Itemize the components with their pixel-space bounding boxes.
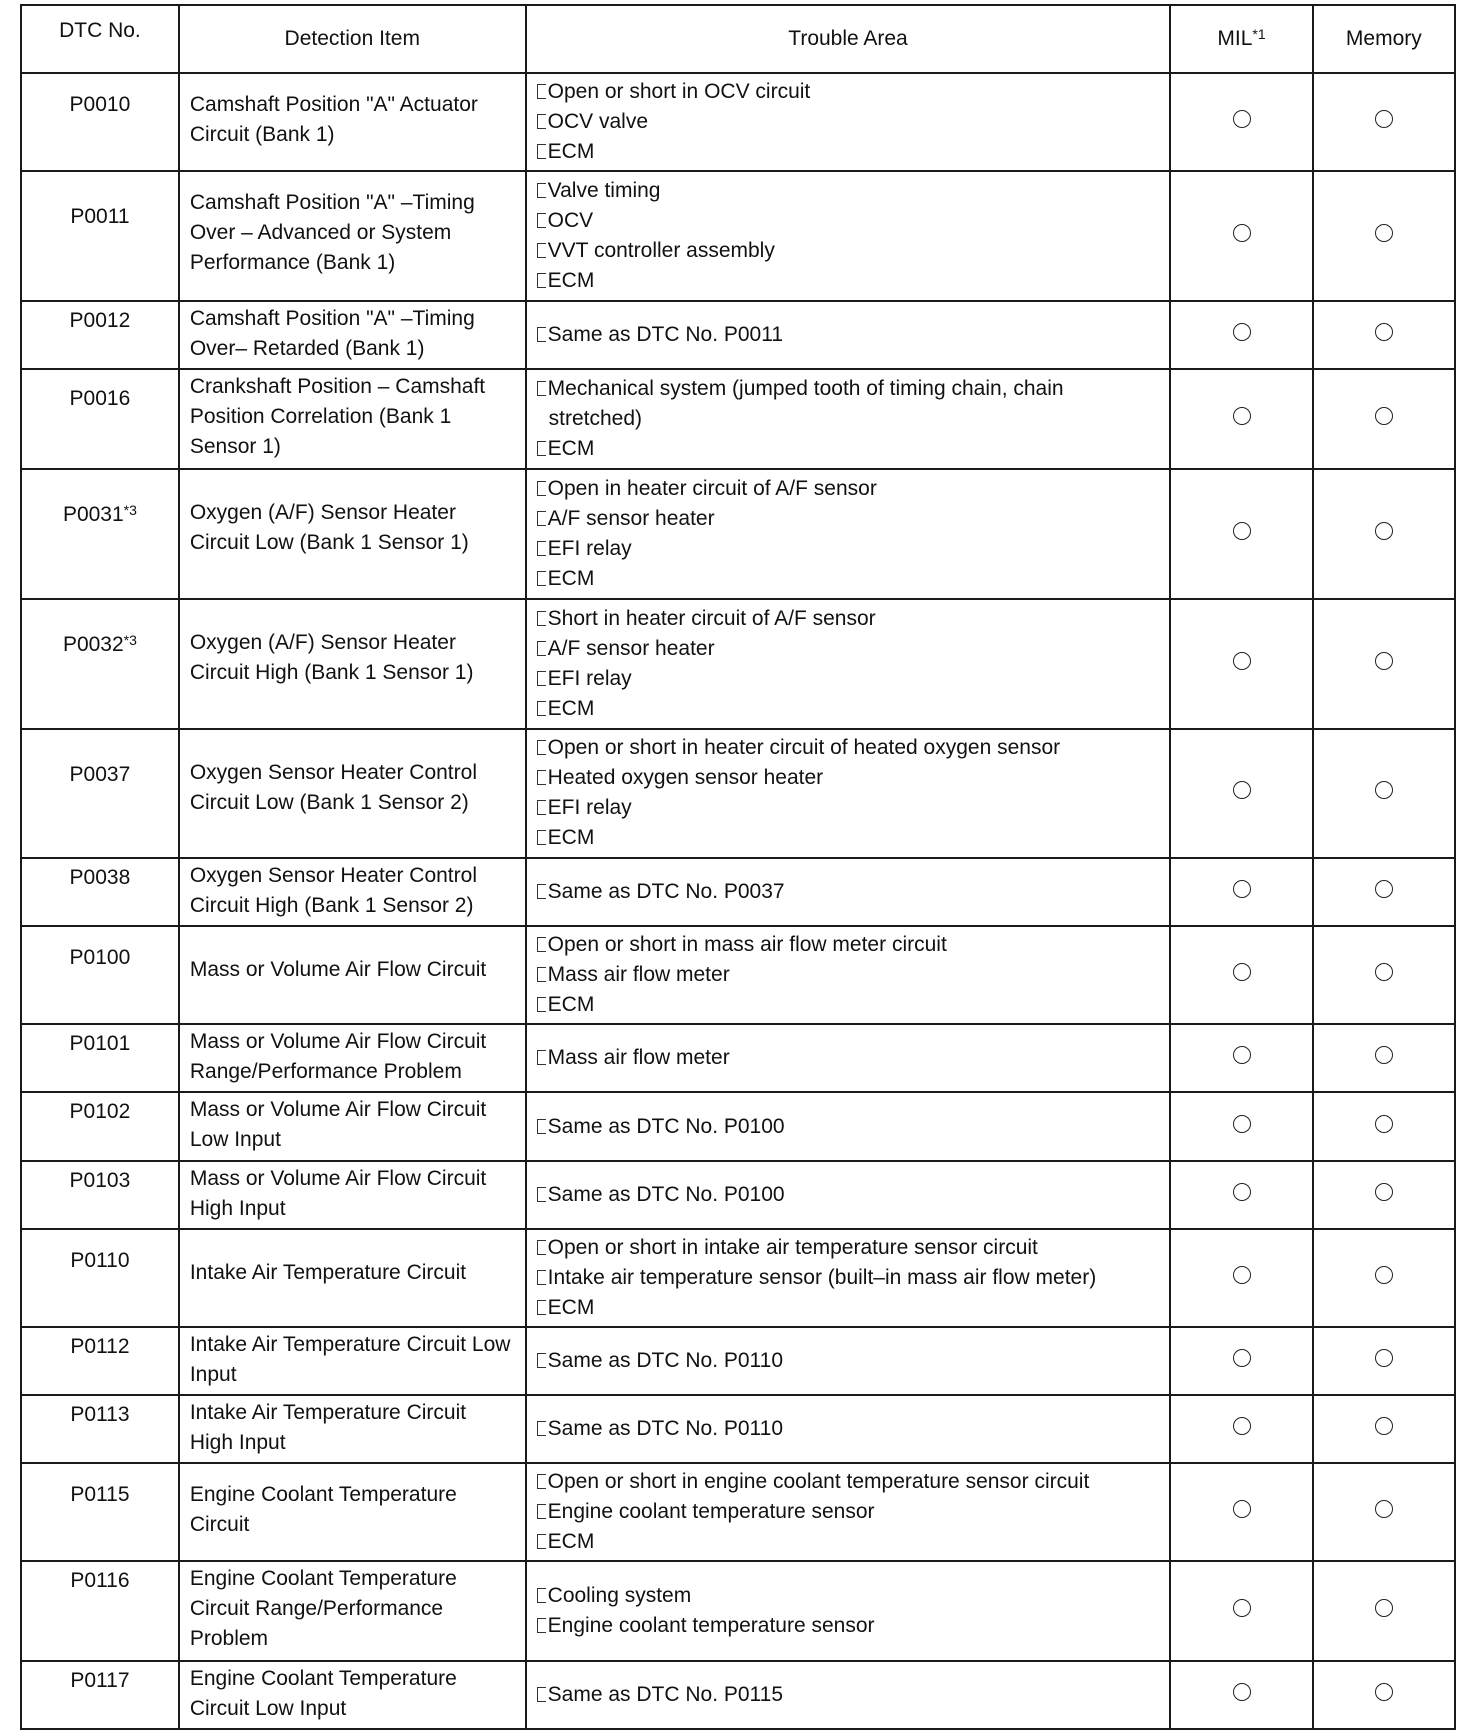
mil-mark: [1170, 1092, 1312, 1160]
circle-mark-icon: [1375, 1683, 1393, 1701]
dtc-code: P0031: [62, 502, 124, 526]
detection-item: Mass or Volume Air Flow Circuit: [179, 926, 526, 1024]
bullet-box-icon: [537, 273, 546, 288]
dtc-cell: [21, 469, 179, 599]
bullet-box-icon: [537, 1687, 546, 1702]
bullet-box-icon: [537, 1270, 546, 1285]
circle-mark-icon: [1233, 522, 1251, 540]
trouble-area: [526, 858, 1171, 926]
trouble-area-entry: OCV valve: [537, 107, 1160, 137]
circle-mark-icon: [1375, 1500, 1393, 1518]
trouble-area-entry: Open in heater circuit of A/F sensor: [537, 474, 1160, 504]
trouble-area-entry: VVT controller assembly: [537, 236, 1160, 266]
trouble-area-entry: ECM: [537, 1527, 1160, 1557]
dtc-cell: [21, 1661, 179, 1729]
bullet-box-icon: [537, 1421, 546, 1436]
bullet-box-icon: [537, 1300, 546, 1315]
dtc-code: P0102: [69, 1100, 131, 1124]
table-row: [21, 599, 1455, 729]
dtc-code: P0110: [70, 1248, 130, 1272]
circle-mark-icon: [1233, 1349, 1251, 1367]
mil-mark: [1170, 469, 1312, 599]
detection-item: Engine Coolant Temperature Circuit Low Input: [179, 1661, 526, 1729]
dtc-cell: [21, 171, 179, 301]
memory-mark: [1313, 1463, 1455, 1561]
table-row: [21, 469, 1455, 599]
detection-item: Mass or Volume Air Flow Circuit Low Input: [179, 1092, 526, 1160]
circle-mark-icon: [1375, 880, 1393, 898]
trouble-area: [526, 1561, 1171, 1661]
memory-mark: [1313, 171, 1455, 301]
detection-item: Intake Air Temperature Circuit High Input: [179, 1395, 526, 1463]
circle-mark-icon: [1375, 323, 1393, 341]
bullet-box-icon: [537, 1187, 546, 1202]
dtc-cell: [21, 1463, 179, 1561]
bullet-box-icon: [537, 1119, 546, 1134]
table-row: [21, 301, 1455, 369]
bullet-box-icon: [537, 997, 546, 1012]
detection-item: Mass or Volume Air Flow Circuit Range/Performance Problem: [179, 1024, 526, 1092]
trouble-area: [526, 1463, 1171, 1561]
mil-mark: [1170, 858, 1312, 926]
circle-mark-icon: [1233, 1599, 1251, 1617]
mil-mark: [1170, 1024, 1312, 1092]
table-row: [21, 1463, 1455, 1561]
memory-mark: [1313, 369, 1455, 469]
dtc-cell: [21, 1395, 179, 1463]
circle-mark-icon: [1233, 1046, 1251, 1064]
bullet-box-icon: [537, 144, 546, 159]
trouble-area-entry: Engine coolant temperature sensor: [537, 1611, 1160, 1641]
trouble-area-entry: Open or short in engine coolant temperature sensor circuit: [537, 1467, 1160, 1497]
detection-item: Intake Air Temperature Circuit Low Input: [179, 1327, 526, 1395]
table-row: [21, 1561, 1455, 1661]
bullet-box-icon: [537, 183, 546, 198]
mil-mark: [1170, 1561, 1312, 1661]
trouble-area: [526, 926, 1171, 1024]
detection-item: Oxygen Sensor Heater Control Circuit Low (Bank 1 Sensor 2): [179, 729, 526, 859]
dtc-cell: [21, 1024, 179, 1092]
detection-item: Crankshaft Position – Camshaft Position Correlation (Bank 1 Sensor 1): [179, 369, 526, 469]
trouble-area-entry: Same as DTC No. P0100: [537, 1180, 1160, 1210]
trouble-area-entry: ECM: [537, 990, 1160, 1020]
memory-mark: [1313, 1092, 1455, 1160]
detection-item: Oxygen (A/F) Sensor Heater Circuit Low (Bank 1 Sensor 1): [179, 469, 526, 599]
circle-mark-icon: [1375, 224, 1393, 242]
trouble-area-entry: EFI relay: [537, 534, 1160, 564]
trouble-area: [526, 599, 1171, 729]
mil-mark: [1170, 926, 1312, 1024]
memory-mark: [1313, 1229, 1455, 1327]
trouble-area-entry: Open or short in OCV circuit: [537, 77, 1160, 107]
bullet-box-icon: [537, 114, 546, 129]
trouble-area-entry: Same as DTC No. P0110: [537, 1346, 1160, 1376]
memory-mark: [1313, 1561, 1455, 1661]
mil-mark: [1170, 171, 1312, 301]
circle-mark-icon: [1233, 880, 1251, 898]
header-trouble-area: Trouble Area: [526, 5, 1171, 73]
mil-mark: [1170, 1327, 1312, 1395]
trouble-area-entry: Same as DTC No. P0037: [537, 877, 1160, 907]
header-mil: [1170, 5, 1312, 73]
trouble-area: [526, 1024, 1171, 1092]
dtc-cell: [21, 599, 179, 729]
circle-mark-icon: [1375, 1417, 1393, 1435]
trouble-area-entry: Mechanical system (jumped tooth of timing chain, chain stretched): [537, 374, 1160, 434]
memory-mark: [1313, 469, 1455, 599]
trouble-area-entry: ECM: [537, 564, 1160, 594]
table-row: [21, 73, 1455, 171]
dtc-cell: [21, 1561, 179, 1661]
trouble-area-entry: Same as DTC No. P0011: [537, 320, 1160, 350]
table-row: [21, 369, 1455, 469]
circle-mark-icon: [1233, 1417, 1251, 1435]
trouble-area-entry: Open or short in mass air flow meter circuit: [537, 930, 1160, 960]
memory-mark: [1313, 1327, 1455, 1395]
detection-item: Mass or Volume Air Flow Circuit High Input: [179, 1161, 526, 1229]
trouble-area: [526, 1161, 1171, 1229]
bullet-box-icon: [537, 571, 546, 586]
circle-mark-icon: [1375, 1183, 1393, 1201]
trouble-area-entry: OCV: [537, 206, 1160, 236]
trouble-area: [526, 171, 1171, 301]
dtc-cell: [21, 1229, 179, 1327]
memory-mark: [1313, 1661, 1455, 1729]
detection-item: Oxygen (A/F) Sensor Heater Circuit High (Bank 1 Sensor 1): [179, 599, 526, 729]
circle-mark-icon: [1233, 1183, 1251, 1201]
bullet-box-icon: [537, 1534, 546, 1549]
dtc-cell: [21, 369, 179, 469]
trouble-area-entry: ECM: [537, 266, 1160, 296]
bullet-box-icon: [537, 213, 546, 228]
trouble-area: [526, 73, 1171, 171]
bullet-box-icon: [537, 1353, 546, 1368]
bullet-box-icon: [537, 800, 546, 815]
mil-mark: [1170, 1661, 1312, 1729]
circle-mark-icon: [1375, 1046, 1393, 1064]
mil-mark: [1170, 301, 1312, 369]
trouble-area: [526, 301, 1171, 369]
header-row: [21, 5, 1455, 73]
trouble-area-entry: Mass air flow meter: [537, 960, 1160, 990]
dtc-cell: [21, 729, 179, 859]
trouble-area: [526, 1661, 1171, 1729]
table-row: [21, 926, 1455, 1024]
dtc-code: P0037: [69, 762, 131, 786]
bullet-box-icon: [537, 884, 546, 899]
detection-item: Camshaft Position "A" –Timing Over– Retarded (Bank 1): [179, 301, 526, 369]
dtc-cell: [21, 73, 179, 171]
circle-mark-icon: [1375, 963, 1393, 981]
bullet-box-icon: [537, 84, 546, 99]
circle-mark-icon: [1375, 1349, 1393, 1367]
trouble-area-entry: Open or short in heater circuit of heated oxygen sensor: [537, 733, 1160, 763]
trouble-area: [526, 1327, 1171, 1395]
mil-mark: [1170, 1229, 1312, 1327]
trouble-area-entry: Engine coolant temperature sensor: [537, 1497, 1160, 1527]
bullet-box-icon: [537, 937, 546, 952]
circle-mark-icon: [1375, 1115, 1393, 1133]
circle-mark-icon: [1233, 224, 1251, 242]
dtc-cell: [21, 1092, 179, 1160]
circle-mark-icon: [1233, 963, 1251, 981]
dtc-code: P0117: [70, 1668, 130, 1692]
bullet-box-icon: [537, 641, 546, 656]
trouble-area-entry: ECM: [537, 823, 1160, 853]
circle-mark-icon: [1375, 1266, 1393, 1284]
dtc-footnote: *3: [123, 501, 137, 518]
detection-item: Camshaft Position "A" –Timing Over – Advanced or System Performance (Bank 1): [179, 171, 526, 301]
mil-mark: [1170, 369, 1312, 469]
bullet-box-icon: [537, 740, 546, 755]
trouble-area-entry: ECM: [537, 434, 1160, 464]
trouble-area-entry: Same as DTC No. P0110: [537, 1414, 1160, 1444]
table-row: [21, 1327, 1455, 1395]
table-row: [21, 1661, 1455, 1729]
header-mil-footnote: *1: [1252, 26, 1266, 42]
circle-mark-icon: [1375, 522, 1393, 540]
bullet-box-icon: [537, 243, 546, 258]
bullet-box-icon: [537, 830, 546, 845]
table-row: [21, 1229, 1455, 1327]
detection-item: Engine Coolant Temperature Circuit: [179, 1463, 526, 1561]
circle-mark-icon: [1233, 652, 1251, 670]
trouble-area-entry: Same as DTC No. P0100: [537, 1112, 1160, 1142]
memory-mark: [1313, 1395, 1455, 1463]
bullet-box-icon: [537, 1618, 546, 1633]
memory-mark: [1313, 1161, 1455, 1229]
memory-mark: [1313, 926, 1455, 1024]
circle-mark-icon: [1233, 1500, 1251, 1518]
bullet-box-icon: [537, 327, 546, 342]
trouble-area-entry: Intake air temperature sensor (built–in mass air flow meter): [537, 1263, 1160, 1293]
trouble-area-entry: Cooling system: [537, 1581, 1160, 1611]
table-row: [21, 729, 1455, 859]
memory-mark: [1313, 73, 1455, 171]
dtc-cell: [21, 301, 179, 369]
dtc-code: P0010: [69, 93, 131, 116]
circle-mark-icon: [1233, 1266, 1251, 1284]
mil-mark: [1170, 73, 1312, 171]
bullet-box-icon: [537, 967, 546, 982]
dtc-cell: [21, 1327, 179, 1395]
bullet-box-icon: [537, 1588, 546, 1603]
bullet-box-icon: [537, 481, 546, 496]
circle-mark-icon: [1375, 1599, 1393, 1617]
header-dtc-no: DTC No.: [21, 5, 179, 73]
detection-item: Engine Coolant Temperature Circuit Range/Performance Problem: [179, 1561, 526, 1661]
detection-item: Intake Air Temperature Circuit: [179, 1229, 526, 1327]
dtc-code: P0116: [70, 1568, 130, 1592]
circle-mark-icon: [1375, 652, 1393, 670]
bullet-box-icon: [537, 1474, 546, 1489]
mil-mark: [1170, 1161, 1312, 1229]
trouble-area: [526, 729, 1171, 859]
dtc-code: P0112: [70, 1334, 130, 1358]
trouble-area-entry: ECM: [537, 137, 1160, 167]
circle-mark-icon: [1233, 1683, 1251, 1701]
trouble-area-entry: Heated oxygen sensor heater: [537, 763, 1160, 793]
table-row: [21, 1161, 1455, 1229]
trouble-area-entry: EFI relay: [537, 793, 1160, 823]
circle-mark-icon: [1375, 110, 1393, 128]
circle-mark-icon: [1233, 1115, 1251, 1133]
memory-mark: [1313, 599, 1455, 729]
trouble-area: [526, 1229, 1171, 1327]
dtc-code: P0016: [69, 386, 131, 410]
dtc-code: P0100: [69, 946, 131, 970]
mil-mark: [1170, 1463, 1312, 1561]
trouble-area-entry: Mass air flow meter: [537, 1043, 1160, 1073]
circle-mark-icon: [1233, 781, 1251, 799]
circle-mark-icon: [1233, 110, 1251, 128]
circle-mark-icon: [1375, 781, 1393, 799]
table-row: [21, 1395, 1455, 1463]
circle-mark-icon: [1233, 323, 1251, 341]
trouble-area-entry: A/F sensor heater: [537, 504, 1160, 534]
dtc-code: P0101: [69, 1032, 131, 1056]
detection-item: Oxygen Sensor Heater Control Circuit High (Bank 1 Sensor 2): [179, 858, 526, 926]
bullet-box-icon: [537, 611, 546, 626]
circle-mark-icon: [1375, 407, 1393, 425]
circle-mark-icon: [1233, 407, 1251, 425]
dtc-cell: [21, 1161, 179, 1229]
trouble-area: [526, 369, 1171, 469]
trouble-area-entry: Same as DTC No. P0115: [537, 1680, 1160, 1710]
bullet-box-icon: [537, 671, 546, 686]
header-mil-label: MIL: [1217, 27, 1253, 50]
trouble-area: [526, 469, 1171, 599]
memory-mark: [1313, 858, 1455, 926]
dtc-code: P0011: [70, 204, 130, 228]
memory-mark: [1313, 729, 1455, 859]
bullet-box-icon: [537, 381, 546, 396]
bullet-box-icon: [537, 511, 546, 526]
table-row: [21, 1024, 1455, 1092]
dtc-code: P0032: [62, 632, 124, 656]
dtc-cell: [21, 926, 179, 1024]
bullet-box-icon: [537, 1050, 546, 1065]
dtc-code: P0115: [70, 1482, 130, 1506]
mil-mark: [1170, 1395, 1312, 1463]
dtc-cell: [21, 858, 179, 926]
header-detection-item: Detection Item: [179, 5, 526, 73]
bullet-box-icon: [537, 701, 546, 716]
memory-mark: [1313, 1024, 1455, 1092]
table-row: [21, 1092, 1455, 1160]
dtc-code: P0113: [70, 1402, 130, 1426]
trouble-area-entry: ECM: [537, 1293, 1160, 1323]
dtc-code: P0012: [69, 308, 131, 332]
table-row: [21, 171, 1455, 301]
bullet-box-icon: [537, 770, 546, 785]
trouble-area: [526, 1092, 1171, 1160]
bullet-box-icon: [537, 541, 546, 556]
dtc-footnote: *3: [123, 631, 137, 648]
dtc-table: [20, 4, 1456, 1730]
table-row: [21, 858, 1455, 926]
trouble-area-entry: Valve timing: [537, 176, 1160, 206]
trouble-area-entry: Open or short in intake air temperature sensor circuit: [537, 1233, 1160, 1263]
bullet-box-icon: [537, 1504, 546, 1519]
detection-item: Camshaft Position "A" Actuator Circuit (Bank 1): [179, 73, 526, 171]
trouble-area: [526, 1395, 1171, 1463]
bullet-box-icon: [537, 1240, 546, 1255]
mil-mark: [1170, 729, 1312, 859]
trouble-area-entry: Short in heater circuit of A/F sensor: [537, 604, 1160, 634]
memory-mark: [1313, 301, 1455, 369]
dtc-code: P0038: [69, 866, 131, 890]
mil-mark: [1170, 599, 1312, 729]
trouble-area-entry: EFI relay: [537, 664, 1160, 694]
header-memory: Memory: [1313, 5, 1455, 73]
dtc-code: P0103: [69, 1168, 131, 1192]
bullet-box-icon: [537, 441, 546, 456]
trouble-area-entry: ECM: [537, 694, 1160, 724]
trouble-area-entry: A/F sensor heater: [537, 634, 1160, 664]
